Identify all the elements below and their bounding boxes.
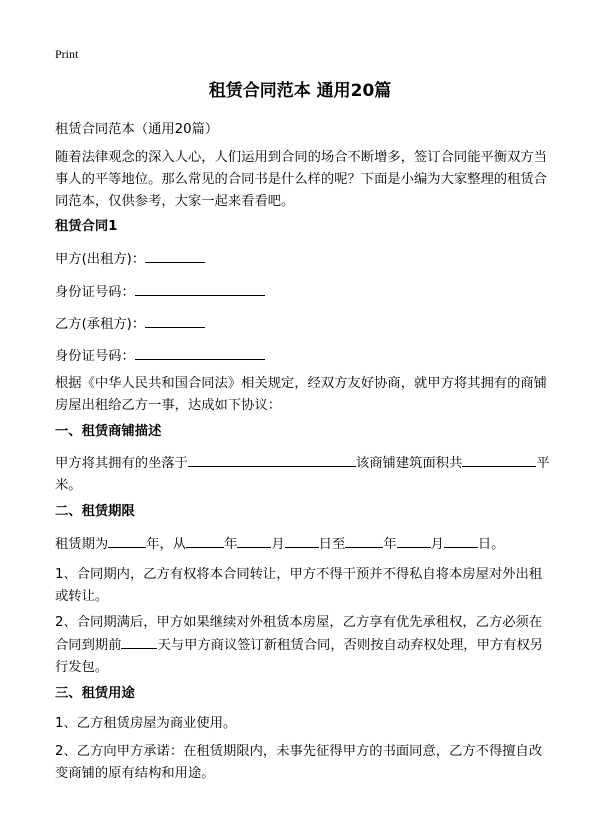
id-label-2: 身份证号码： <box>55 349 135 364</box>
term-prefix: 租赁期为 <box>55 537 109 552</box>
s1-part2: 该商铺建筑面积共 <box>355 456 463 471</box>
party-b-blank[interactable] <box>145 313 205 328</box>
clause-2-2 <box>55 612 552 679</box>
clause-2-1: 1、合同期内，乙方有权将本合同转让，甲方不得干预并不得私自将本房屋对外出租或转让。 <box>55 567 543 604</box>
section-1-paragraph <box>55 452 552 497</box>
s1-part1: 甲方将其拥有的坐落于 <box>55 456 188 471</box>
id-number-line-2 <box>55 345 552 368</box>
start-day-blank[interactable] <box>285 533 319 548</box>
party-a-blank[interactable] <box>145 248 205 263</box>
location-blank[interactable] <box>188 452 356 467</box>
id-label-1: 身份证号码： <box>55 285 135 300</box>
term-years-blank[interactable] <box>108 533 146 548</box>
start-year-blank[interactable] <box>186 533 224 548</box>
party-b-line <box>55 313 552 336</box>
term-month1: 月 <box>271 537 285 552</box>
basis-paragraph: 根据《中华人民共和国合同法》相关规定，经双方友好协商，就甲方将其拥有的商铺房屋出租给乙方一事，达成如下协议： <box>55 376 547 413</box>
end-day-blank[interactable] <box>444 533 478 548</box>
section-2-title: 二、租赁期限 <box>55 504 135 519</box>
end-month-blank[interactable] <box>397 533 431 548</box>
document-title: 租赁合同范本 通用20篇 <box>208 81 392 101</box>
document-subtitle: 租赁合同范本（通用20篇） <box>55 122 219 137</box>
notice-days-blank[interactable] <box>121 634 157 649</box>
clause-3-1: 1、乙方租赁房屋为商业使用。 <box>55 716 237 731</box>
clause-2-2-part-a: 2、合同期满后，甲方如果继续对外租赁本房屋，乙方享有优先承租权，乙方必须在合同到期前 <box>55 615 543 653</box>
term-line <box>55 533 552 556</box>
print-link[interactable]: Print <box>55 47 79 61</box>
contract-heading: 租赁合同1 <box>55 219 118 234</box>
end-year-blank[interactable] <box>345 533 383 548</box>
id-number-blank-2[interactable] <box>135 345 265 360</box>
term-year2: 年 <box>224 537 238 552</box>
party-b-label: 乙方(承租方)： <box>55 317 146 332</box>
section-3-title: 三、租赁用途 <box>55 686 135 701</box>
section-1-title: 一、租赁商铺描述 <box>55 424 162 439</box>
clause-2-2-part-b: 天与甲方商议签订新租赁合同，否则按自动弃权处理，甲方有权另行发包。 <box>55 638 544 675</box>
party-a-label: 甲方(出租方)： <box>55 252 146 267</box>
term-month2: 月 <box>430 537 444 552</box>
party-a-line <box>55 248 552 271</box>
term-day2: 日。 <box>477 537 505 552</box>
s1-part3: 平米。 <box>55 456 550 493</box>
clause-3-2: 2、乙方向甲方承诺：在租赁期限内，未事先征得甲方的书面同意，乙方不得擅自改变商铺的原有结构和用途。 <box>55 744 543 781</box>
term-year3: 年 <box>383 537 397 552</box>
intro-paragraph: 随着法律观念的深入人心，人们运用到合同的场合不断增多，签订合同能平衡双方当事人的平等地位。那么常见的合同书是什么样的呢？下面是小编为大家整理的租赁合同范本，仅供参考，大家一起来看看吧。 <box>55 150 547 209</box>
start-month-blank[interactable] <box>237 533 271 548</box>
area-blank[interactable] <box>462 452 536 467</box>
term-day1: 日至 <box>318 537 346 552</box>
term-year1: 年，从 <box>146 537 187 552</box>
id-number-line-1 <box>55 281 552 304</box>
id-number-blank-1[interactable] <box>135 281 265 296</box>
